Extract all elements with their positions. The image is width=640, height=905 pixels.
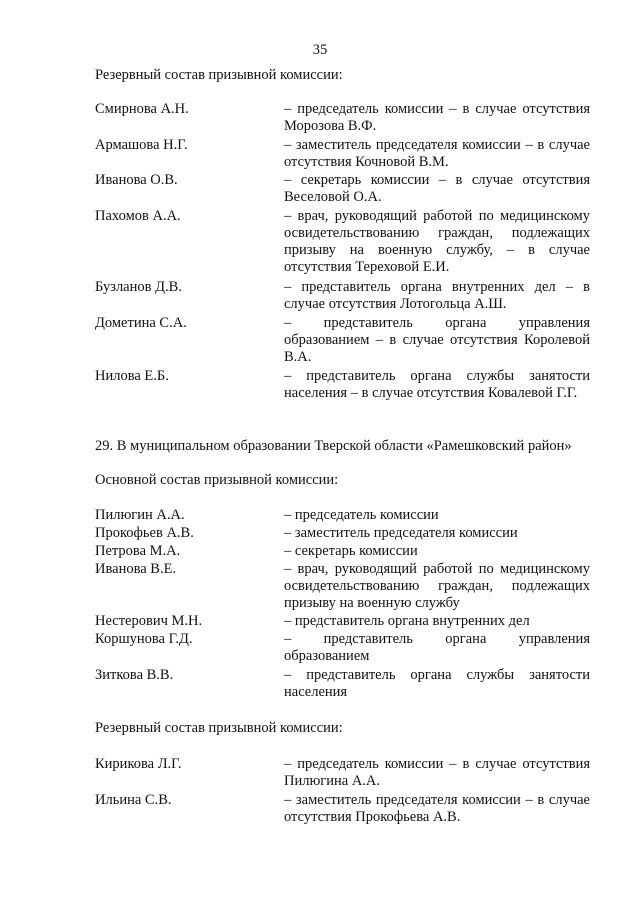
member-name: Пахомов А.А. [95,208,181,224]
member-name: Петрова М.А. [95,543,181,559]
main-heading: Основной состав призывной комиссии: [95,472,339,488]
member-name: Дометина С.А. [95,315,187,331]
member-name: Смирнова А.Н. [95,101,189,117]
member-name: Бузланов Д.В. [95,279,182,295]
reserve-heading-2: Резервный состав призывной комиссии: [95,720,343,736]
member-role: – врач, руководящий работой по медицинскому освидетельствованию граждан, подлежащих призыву на военную службу, – в случае отсутствия Тереховой Е.И. [284,208,590,275]
member-role: – секретарь комиссии – в случае отсутствия Веселовой О.А. [284,172,590,205]
member-name: Коршунова Г.Д. [95,631,193,647]
member-role: – врач, руководящий работой по медицинскому освидетельствованию граждан, подлежащих призыву на военную службу [284,561,590,611]
member-role: – заместитель председателя комиссии [284,525,518,541]
member-role: – представитель органа внутренних дел – в случае отсутствия Лотогольца А.Ш. [284,279,590,312]
page-number: 35 [312,42,328,58]
section-title: 29. В муниципальном образовании Тверской области «Рамешковский район» [95,438,572,454]
member-name: Иванова В.Е. [95,561,177,577]
member-name: Прокофьев А.В. [95,525,194,541]
member-role: – представитель органа внутренних дел [284,613,530,629]
member-role: – представитель органа службы занятости населения [284,667,590,700]
member-role: – секретарь комиссии [284,543,418,559]
member-name: Пилюгин А.А. [95,507,185,523]
member-role: – заместитель председателя комиссии – в случае отсутствия Прокофьева А.В. [284,792,590,825]
member-role: – заместитель председателя комиссии – в случае отсутствия Кочновой В.М. [284,137,590,170]
member-name: Иванова О.В. [95,172,178,188]
member-role: – председатель комиссии – в случае отсутствия Морозова В.Ф. [284,101,590,134]
member-name: Нилова Е.Б. [95,368,169,384]
member-role: – председатель комиссии [284,507,439,523]
member-role: – представитель органа управления образованием – в случае отсутствия Королевой В.А. [284,315,590,365]
member-name: Ильина С.В. [95,792,172,808]
member-role: – председатель комиссии – в случае отсутствия Пилюгина А.А. [284,756,590,789]
member-role: – представитель органа службы занятости населения – в случае отсутствия Ковалевой Г.Г. [284,368,590,401]
member-role: – представитель органа управления образованием [284,631,590,664]
member-name: Кирикова Л.Г. [95,756,182,772]
member-name: Зиткова В.В. [95,667,174,683]
reserve-heading-1: Резервный состав призывной комиссии: [95,67,343,83]
member-name: Нестерович М.Н. [95,613,203,629]
member-name: Армашова Н.Г. [95,137,188,153]
